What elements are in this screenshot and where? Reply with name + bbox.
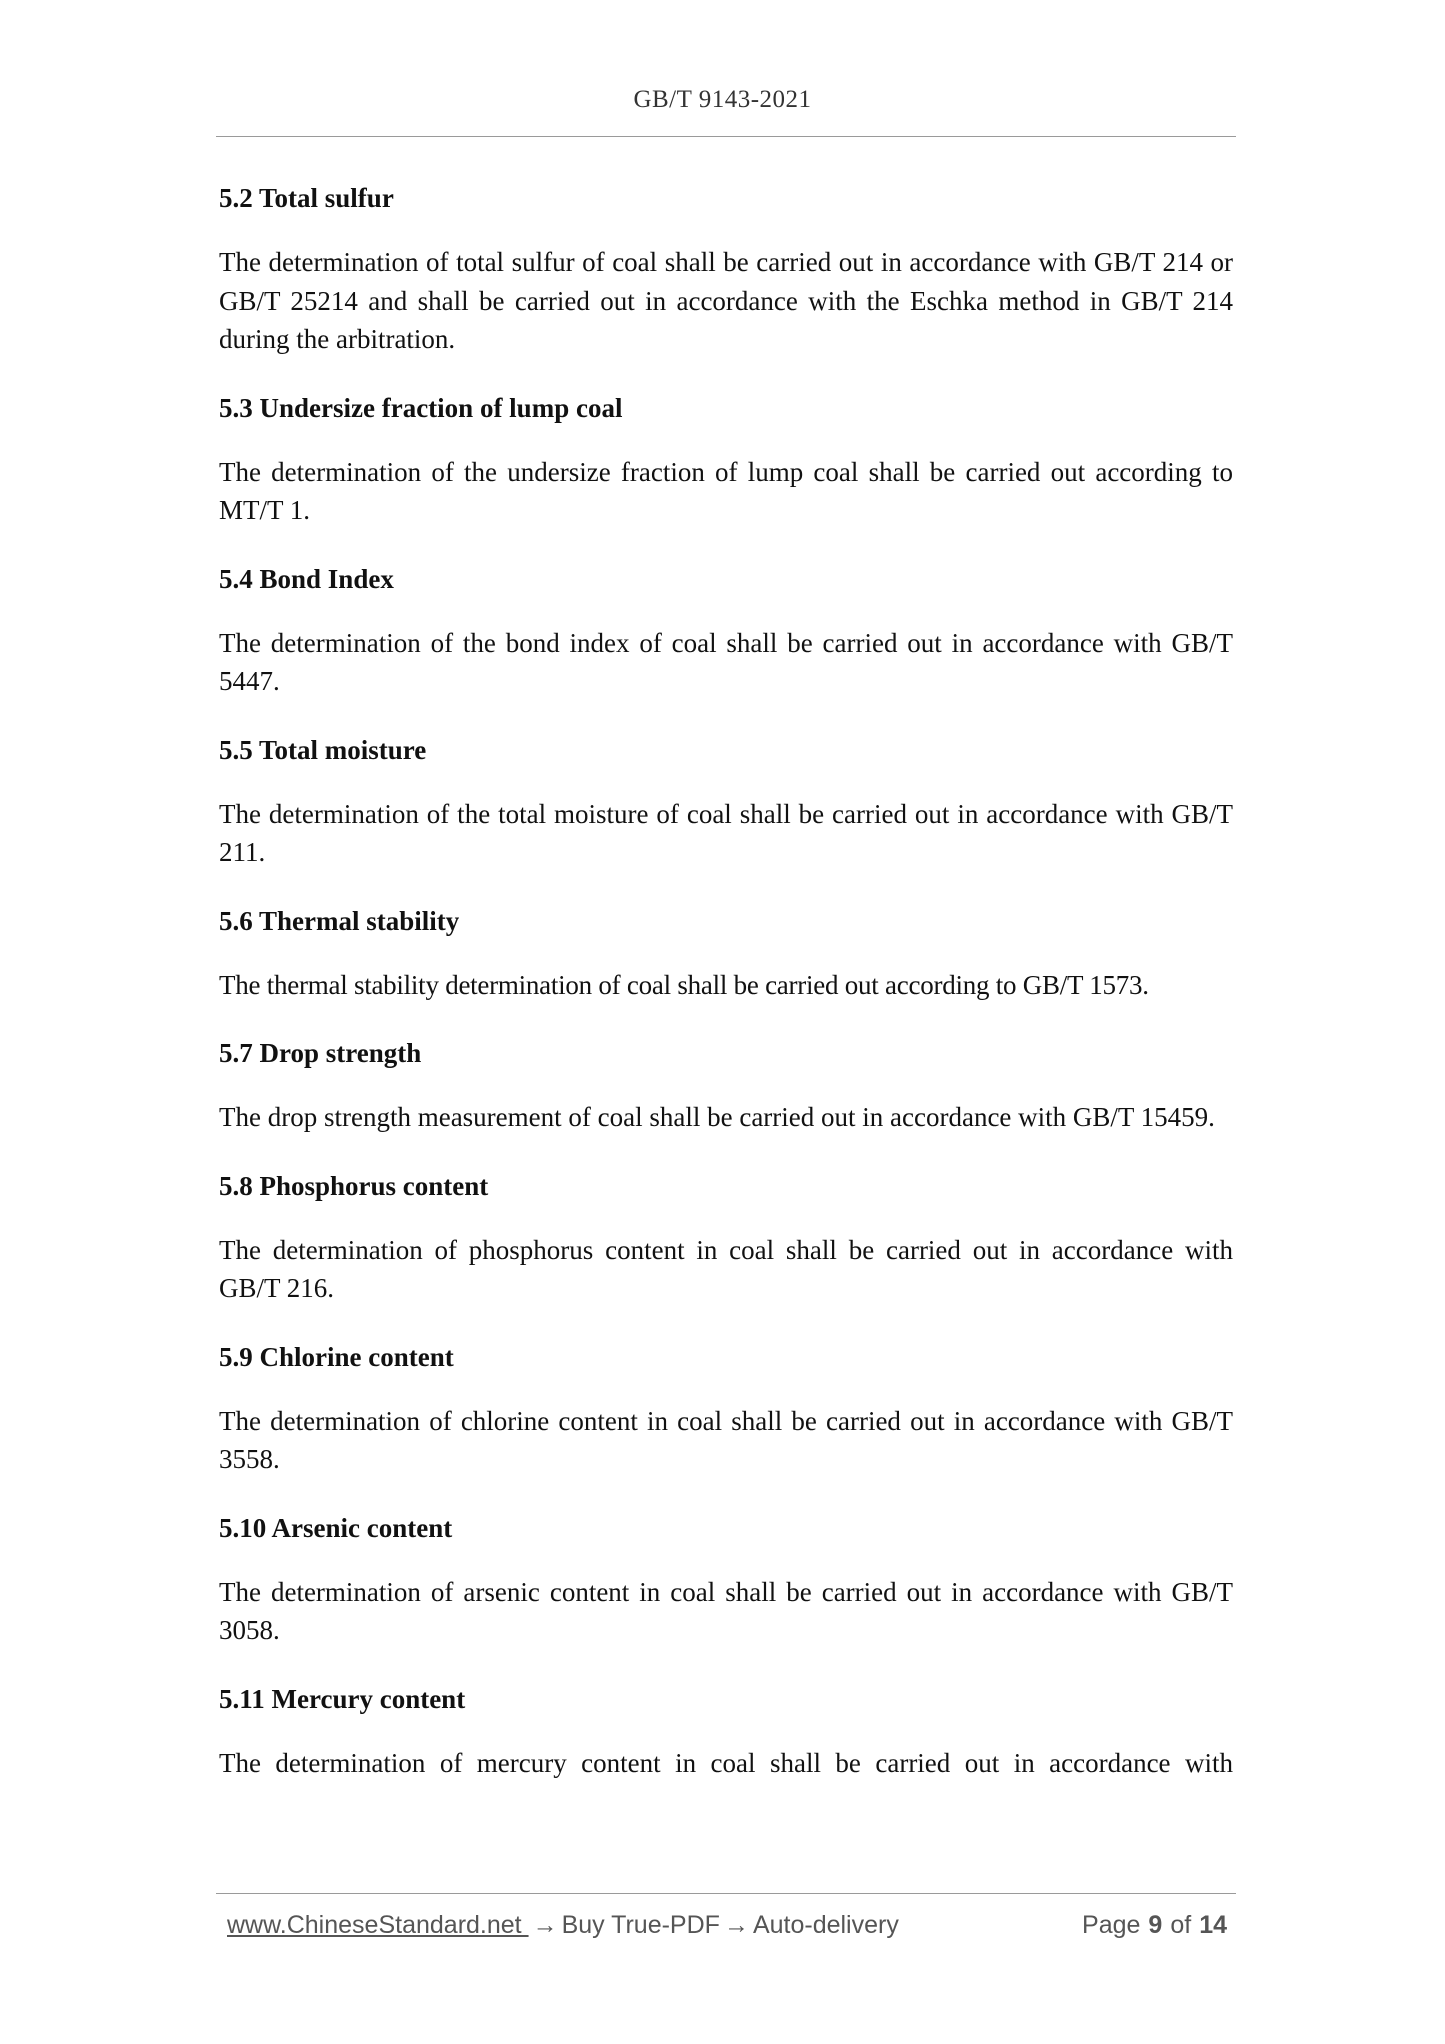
section-body: The determination of phosphorus content in coal shall be carried out in accordance with GB/T 216. bbox=[219, 1234, 1233, 1303]
section-5-8 bbox=[219, 1167, 1233, 1308]
page-footer bbox=[227, 1911, 1227, 1945]
section-heading: 5.3 Undersize fraction of lump coal bbox=[219, 392, 623, 423]
section-heading: 5.7 Drop strength bbox=[219, 1038, 422, 1068]
section-body: The determination of arsenic content in coal shall be carried out in accordance with GB/T 3058. bbox=[219, 1576, 1233, 1645]
document-header-title: GB/T 9143-2021 bbox=[633, 86, 812, 113]
document-content bbox=[219, 179, 1233, 1812]
header-divider bbox=[216, 136, 1236, 137]
section-5-4 bbox=[219, 560, 1233, 701]
page-label: Page bbox=[1082, 1911, 1141, 1939]
section-heading: 5.9 Chlorine content bbox=[219, 1341, 454, 1372]
section-5-10 bbox=[219, 1509, 1233, 1650]
section-body: The determination of total sulfur of coal shall be carried out in accordance with GB/T 214 or GB/T 25214 and shall be carried out in accordance with the Eschka method in GB/T 214 during the arbitration. bbox=[219, 247, 1233, 354]
total-pages: 14 bbox=[1199, 1911, 1227, 1939]
auto-delivery-text: Auto-delivery bbox=[752, 1911, 899, 1939]
section-5-5 bbox=[219, 731, 1233, 872]
section-5-2 bbox=[219, 179, 1233, 359]
section-body: The determination of the total moisture of coal shall be carried out in accordance with GB/T 211. bbox=[219, 798, 1233, 867]
section-5-3 bbox=[219, 389, 1233, 530]
section-body: The determination of the undersize fraction of lump coal shall be carried out according to MT/T 1. bbox=[219, 456, 1233, 525]
right-arrow-icon: → bbox=[723, 1911, 749, 1939]
section-5-6 bbox=[219, 902, 1233, 1005]
section-heading: 5.8 Phosphorus content bbox=[219, 1170, 489, 1201]
section-5-7 bbox=[219, 1034, 1233, 1137]
right-arrow-icon: → bbox=[532, 1911, 558, 1939]
website-link[interactable]: www.ChineseStandard.net bbox=[227, 1911, 529, 1939]
section-body: The determination of the bond index of coal shall be carried out in accordance with GB/T 5447. bbox=[219, 627, 1233, 696]
section-5-9 bbox=[219, 1338, 1233, 1479]
current-page-number: 9 bbox=[1148, 1911, 1163, 1939]
section-5-11 bbox=[219, 1680, 1233, 1783]
footer-promo bbox=[227, 1911, 899, 1940]
section-body: The drop strength measurement of coal shall be carried out in accordance with GB/T 15459. bbox=[219, 1102, 1215, 1132]
section-heading: 5.10 Arsenic content bbox=[219, 1512, 453, 1543]
page-counter bbox=[1082, 1911, 1227, 1940]
of-label: of bbox=[1170, 1911, 1192, 1939]
footer-divider bbox=[216, 1893, 1236, 1894]
section-heading: 5.11 Mercury content bbox=[219, 1683, 466, 1714]
section-heading: 5.5 Total moisture bbox=[219, 734, 427, 765]
section-body: The determination of mercury content in coal shall be carried out in accordance with bbox=[219, 1747, 1233, 1778]
section-heading: 5.2 Total sulfur bbox=[219, 183, 394, 213]
section-heading: 5.4 Bond Index bbox=[219, 563, 394, 594]
section-body: The determination of chlorine content in coal shall be carried out in accordance with GB/T 3558. bbox=[219, 1405, 1233, 1474]
section-body: The thermal stability determination of coal shall be carried out according to GB/T 1573. bbox=[219, 969, 1149, 1000]
section-heading: 5.6 Thermal stability bbox=[219, 905, 460, 936]
buy-true-pdf-link[interactable]: Buy True-PDF bbox=[561, 1911, 720, 1939]
